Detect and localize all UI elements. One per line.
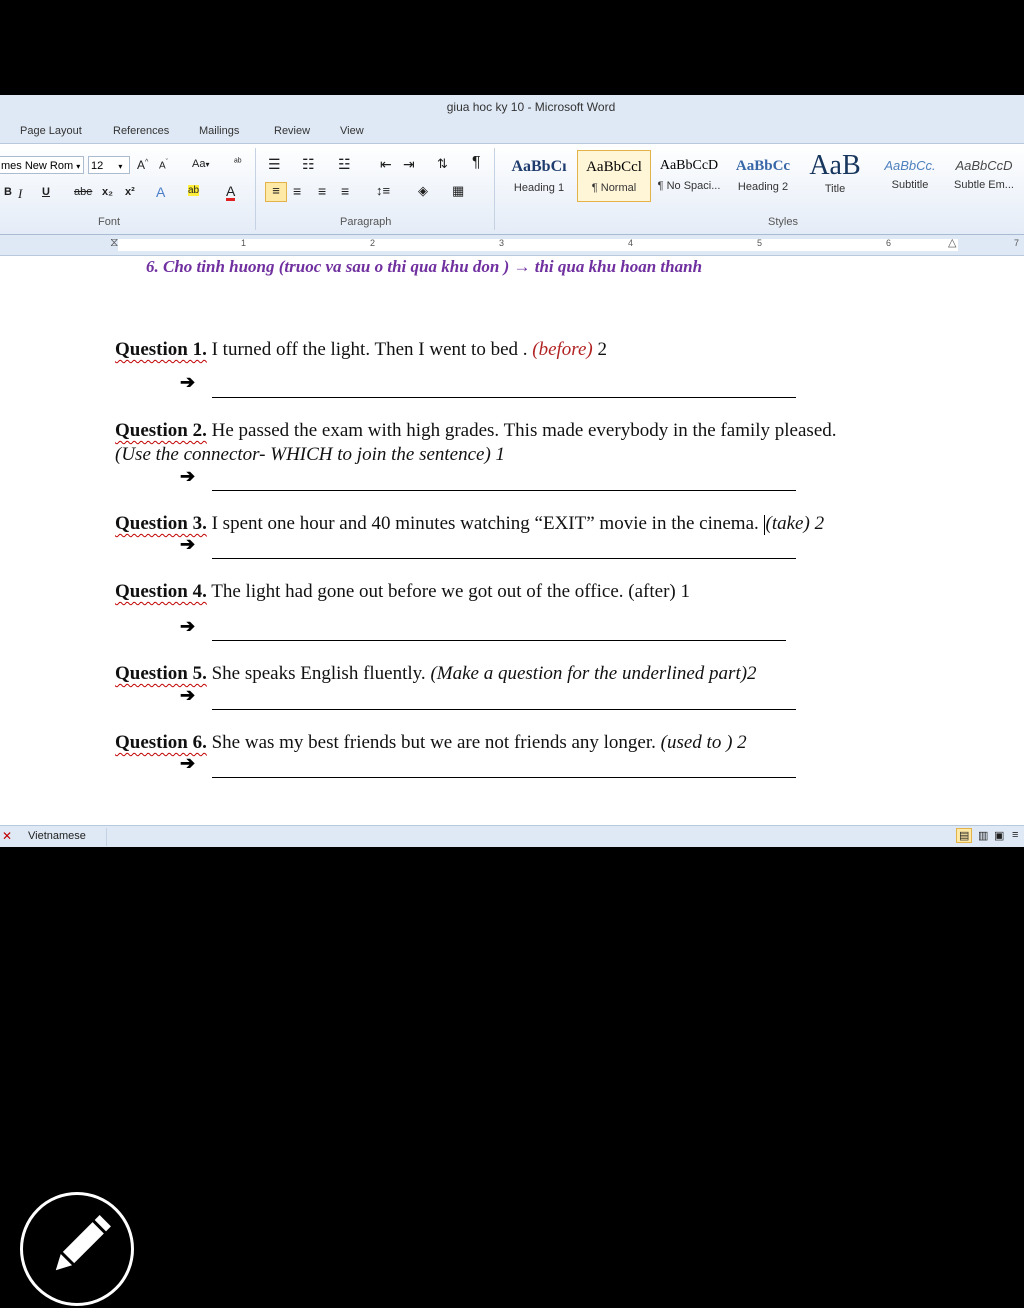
question-3: Question 3. I spent one hour and 40 minutes watching “EXIT” movie in the cinema. (take) 2 [115, 513, 825, 534]
font-group-label: Font [98, 216, 121, 228]
pencil-icon [23, 1195, 131, 1303]
line-spacing-icon[interactable]: ↕≡ [376, 183, 391, 198]
change-case-button[interactable]: Aa▾ [192, 158, 210, 170]
question-5: Question 5. She speaks English fluently. (Make a question for the underlined part)2 [115, 663, 757, 684]
highlight-icon[interactable]: ab [188, 185, 200, 196]
question-4: Question 4. The light had gone out before we got out of the office. (after) 1 [115, 581, 690, 602]
style-subtle-emphasis[interactable]: AaBbCcD Subtle Em... [954, 158, 1014, 191]
tab-page-layout[interactable]: Page Layout [20, 125, 82, 137]
question-2: Question 2. He passed the exam with high grades. This made everybody in the family pleased. [115, 420, 837, 441]
shading-icon[interactable]: ◈ [418, 183, 428, 198]
window-title: giua hoc ky 10 - Microsoft Word [446, 100, 616, 114]
horizontal-ruler[interactable]: 1 2 3 4 5 6 7 ⧖ △ [0, 235, 1024, 256]
style-heading-2[interactable]: AaBbCc Heading 2 [735, 158, 791, 193]
section-heading: 6. Cho tinh huong (truoc va sau o thi qua khu don ) → thi qua khu hoan thanh [146, 257, 703, 276]
align-right-icon[interactable]: ≡ [318, 183, 327, 199]
strikethrough-icon[interactable]: abe [74, 186, 93, 198]
clear-format-icon[interactable]: ᵃᵇ [234, 157, 242, 168]
font-color-icon[interactable]: A [226, 183, 236, 199]
web-layout-icon[interactable]: ▣ [994, 830, 1005, 842]
arrow-icon: ➔ [180, 753, 196, 773]
question-6: Question 6. She was my best friends but we are not friends any longer. (used to ) 2 [115, 732, 747, 753]
title-bar [0, 95, 1024, 121]
style-title[interactable]: AaB Title [809, 150, 861, 195]
align-left-icon[interactable]: ≡ [265, 182, 287, 202]
grow-font-icon[interactable]: A^ [137, 158, 149, 172]
arrow-icon: ➔ [180, 466, 196, 486]
increase-indent-icon[interactable]: ⇥ [403, 156, 415, 172]
underline-icon[interactable]: U [42, 186, 50, 198]
bold-icon[interactable]: B [4, 186, 12, 198]
text-cursor [764, 515, 765, 535]
decrease-indent-icon[interactable]: ⇤ [380, 156, 392, 172]
borders-icon[interactable]: ▦ [452, 183, 465, 198]
paragraph-group-label: Paragraph [340, 216, 392, 228]
word-window [0, 95, 1024, 847]
ribbon-tabs [0, 121, 1024, 143]
arrow-icon: ➔ [180, 616, 196, 636]
arrow-icon: ➔ [180, 685, 196, 705]
answer-line[interactable] [212, 640, 786, 641]
chevron-down-icon: ▾ [76, 162, 81, 171]
answer-line[interactable] [212, 397, 796, 398]
style-no-spacing[interactable]: AaBbCcD ¶ No Spaci... [657, 158, 721, 192]
answer-line[interactable] [212, 490, 796, 491]
styles-group-label: Styles [768, 216, 798, 228]
tab-view[interactable]: View [340, 125, 364, 137]
question-1: Question 1. I turned off the light. Then I went to bed . (before) 2 [115, 339, 608, 360]
bullets-icon[interactable]: ☰ [268, 156, 281, 172]
tab-review[interactable]: Review [274, 125, 311, 137]
tab-references[interactable]: References [113, 125, 170, 137]
arrow-icon: ➔ [180, 534, 196, 554]
outline-view-icon[interactable]: ≡ [1012, 829, 1019, 841]
font-name-select[interactable]: mes New Rom ▾ [0, 156, 84, 174]
pilcrow-icon[interactable]: ¶ [472, 154, 481, 171]
text-effects-icon[interactable]: A [156, 184, 166, 200]
numbering-icon[interactable]: ☷ [302, 156, 315, 172]
superscript-icon[interactable]: x² [125, 186, 135, 198]
language-indicator[interactable]: Vietnamese [28, 830, 86, 842]
document-page[interactable] [0, 256, 1024, 821]
arrow-icon: ➔ [180, 372, 196, 392]
ribbon [0, 143, 1024, 235]
print-layout-icon[interactable]: ▤ [956, 828, 972, 843]
shrink-font-icon[interactable]: $A^ˇ$ [159, 159, 169, 172]
multilevel-list-icon[interactable]: ☳ [338, 156, 351, 172]
font-size-select[interactable]: 12 ▾ [88, 156, 130, 174]
edit-button[interactable] [20, 1192, 134, 1306]
sort-icon[interactable]: ⇅ [437, 156, 448, 171]
answer-line[interactable] [212, 709, 796, 710]
subscript-icon[interactable]: x₂ [102, 186, 114, 198]
full-screen-reading-icon[interactable]: ▥ [978, 830, 989, 842]
question-2-hint: (Use the connector- WHICH to join the sentence) 1 [115, 444, 506, 465]
indent-marker-icon[interactable]: ⧖ [110, 235, 119, 249]
status-bar [0, 825, 1024, 847]
style-normal[interactable]: AaBbCcl ¶ Normal [577, 150, 651, 202]
italic-icon[interactable]: I [18, 186, 23, 201]
chevron-down-icon: ▾ [118, 162, 123, 171]
right-indent-icon[interactable]: △ [948, 237, 957, 249]
answer-line[interactable] [212, 777, 796, 778]
align-center-icon[interactable]: ≡ [293, 183, 302, 199]
tab-mailings[interactable]: Mailings [199, 125, 240, 137]
style-heading-1[interactable]: AaBbCı Heading 1 [511, 158, 567, 194]
answer-line[interactable] [212, 558, 796, 559]
style-subtitle[interactable]: AaBbCc. Subtitle [884, 158, 936, 191]
proofing-error-icon[interactable]: ✕ [2, 829, 13, 843]
justify-icon[interactable]: ≡ [341, 183, 350, 199]
